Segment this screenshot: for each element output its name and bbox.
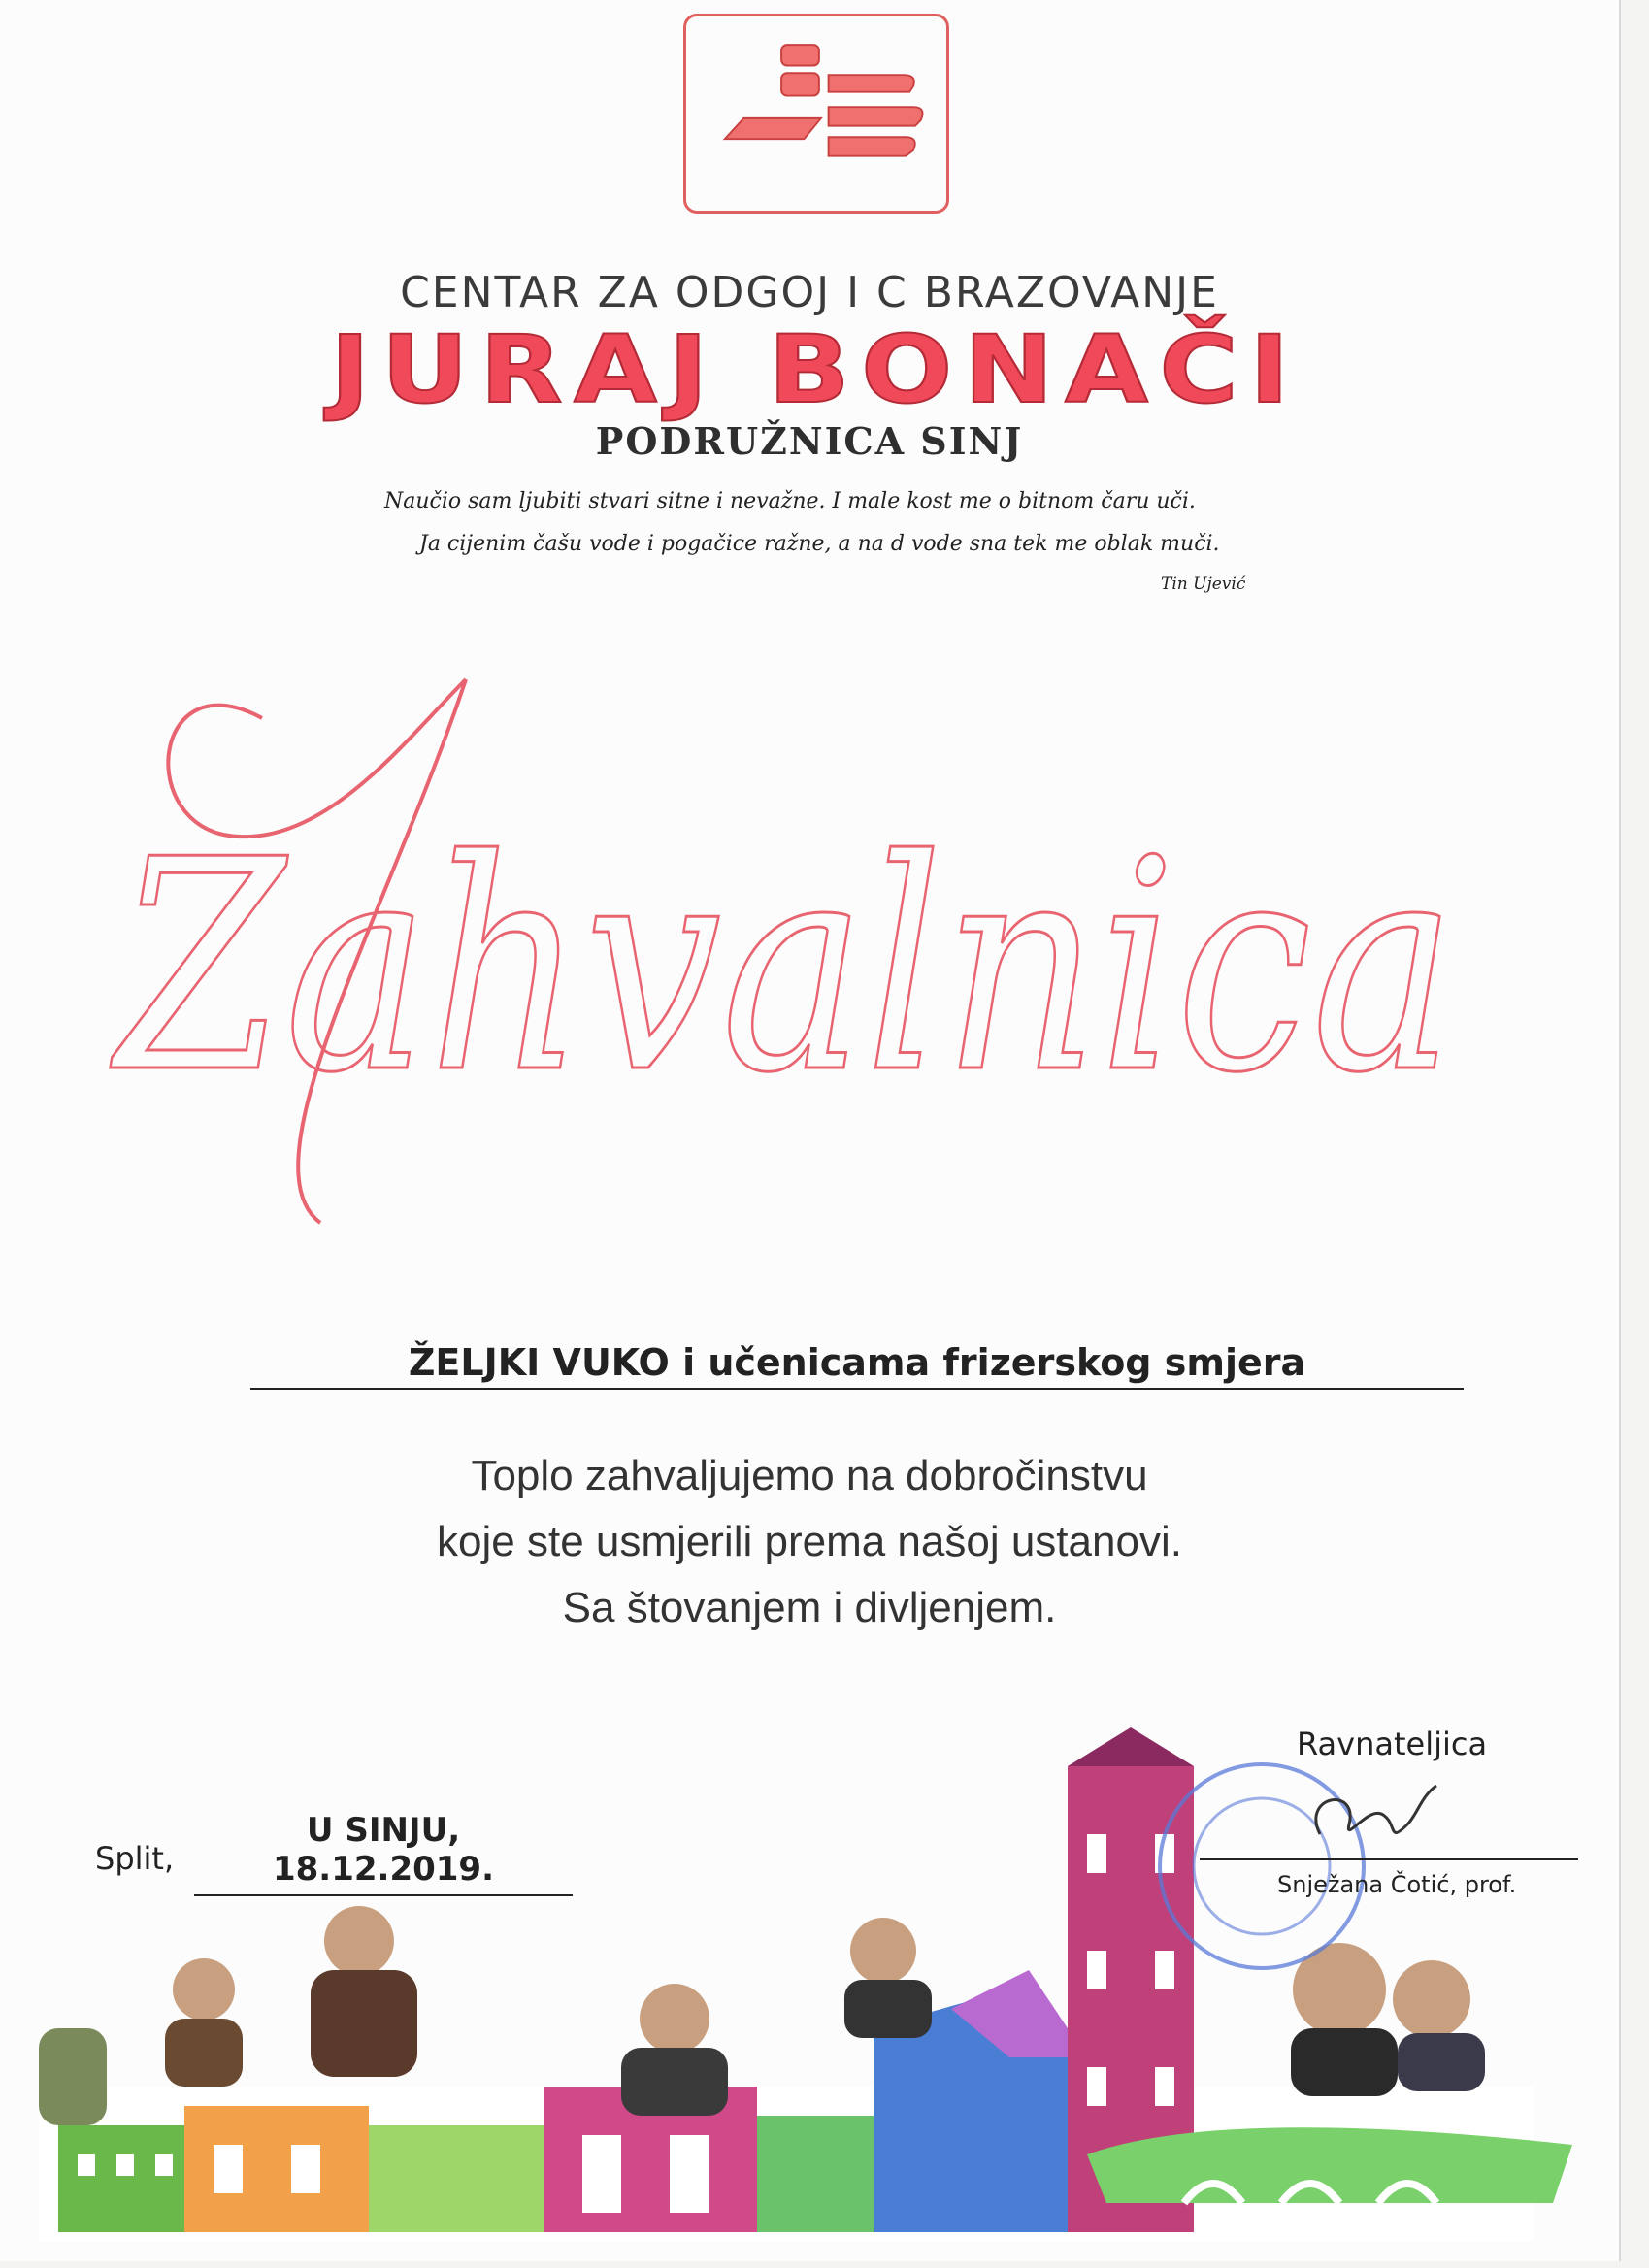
branch-name: PODRUŽNICA SINJ — [595, 419, 1024, 463]
title-text: Zahvalnica — [109, 798, 1456, 1136]
handwritten-signature-icon — [1291, 1776, 1456, 1863]
logo-mark-icon — [686, 16, 946, 211]
school-name — [320, 315, 1310, 424]
body-line-3: Sa štovanjem i divljenjem. — [562, 1584, 1057, 1631]
school-name-text: JURAJ BONAČI — [330, 315, 1171, 424]
signatory-name: Snježana Čotić, prof. — [1277, 1871, 1517, 1898]
date-field: U SINJU, 18.12.2019. — [194, 1811, 573, 1896]
quote-line-2: Ja cijenim čašu vode i pogačice ražne, a na d vode sna tek me oblak muči. — [419, 532, 1220, 556]
school-logo — [683, 14, 949, 214]
institution-name: CENTAR ZA ODGOJ I C BRAZOVANJE — [400, 268, 1219, 317]
signatory-title: Ravnateljica — [1297, 1726, 1488, 1762]
recipient-line: ŽELJKI VUKO i učenicama frizerskog smjera — [250, 1341, 1464, 1390]
body-line-2: koje ste usmjerili prema našoj ustanovi. — [437, 1518, 1182, 1565]
place-label: Split, — [95, 1840, 175, 1877]
quote-line-1: Naučio sam ljubiti stvari sitne i nevažne. I male kost me o bitnom čaru uči. — [384, 489, 1196, 513]
body-line-1: Toplo zahvaljujemo na dobročinstvu — [471, 1452, 1148, 1499]
certificate-title — [97, 621, 1475, 1252]
quote-author: Tin Ujević — [1161, 575, 1246, 594]
